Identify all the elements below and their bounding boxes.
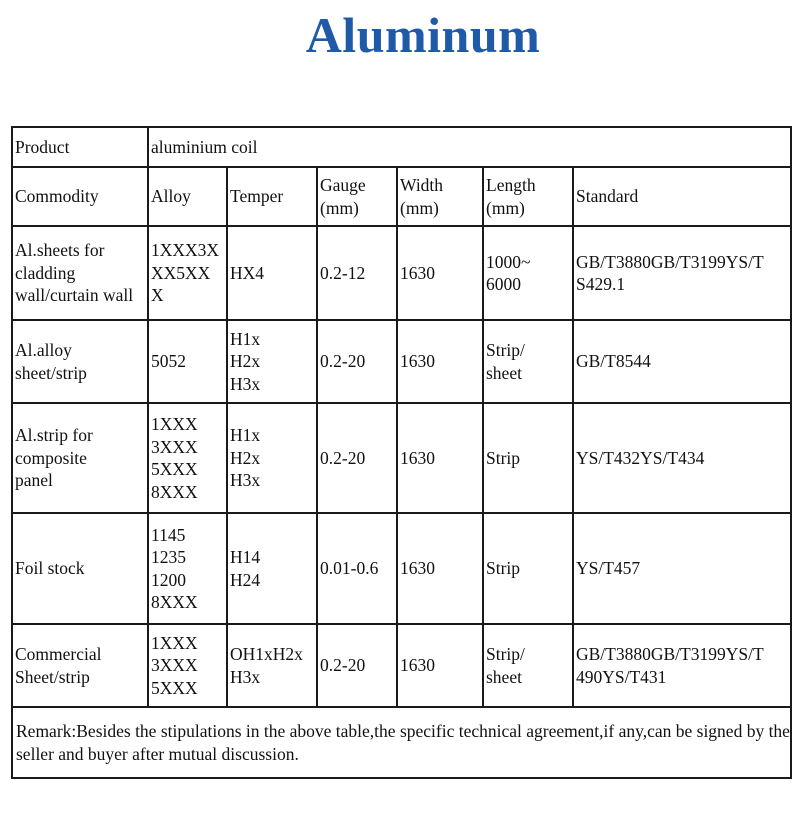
remark-row [12, 707, 791, 778]
cell-width: 1630 [397, 226, 483, 320]
cell-temper: HX4 [227, 226, 317, 320]
remark-text: Remark:Besides the stipulations in the above table,the specific technical agreement,if any,can be signed by the seller and buyer after mutual discussion. [12, 707, 791, 778]
cell-alloy: 1XXX 3XXX 5XXX 8XXX [148, 403, 227, 513]
cell-gauge: 0.01-0.6 [317, 513, 397, 624]
cell-commodity: Al.sheets for cladding wall/curtain wall [12, 226, 148, 320]
cell-temper: H1x H2x H3x [227, 320, 317, 403]
cell-alloy: 1XXX 3XXX 5XXX [148, 624, 227, 707]
cell-standard: YS/T432YS/T434 [573, 403, 791, 513]
cell-width: 1630 [397, 403, 483, 513]
page-title: Aluminum [305, 7, 541, 63]
table-row [12, 403, 791, 513]
cell-gauge: 0.2-20 [317, 624, 397, 707]
cell-alloy: 1XXX3X XX5XX X [148, 226, 227, 320]
spec-table [11, 126, 792, 779]
table-row [12, 320, 791, 403]
product-label: Product [12, 127, 148, 167]
cell-commodity: Al.strip for composite panel [12, 403, 148, 513]
table-row [12, 226, 791, 320]
cell-width: 1630 [397, 624, 483, 707]
cell-standard: YS/T457 [573, 513, 791, 624]
cell-commodity: Foil stock [12, 513, 148, 624]
cell-width: 1630 [397, 513, 483, 624]
cell-standard: GB/T3880GB/T3199YS/T S429.1 [573, 226, 791, 320]
cell-length: Strip [483, 403, 573, 513]
table-row [12, 624, 791, 707]
header-row [12, 167, 791, 226]
header-alloy: Alloy [148, 167, 227, 226]
product-value: aluminium coil [148, 127, 791, 167]
cell-temper: OH1xH2x H3x [227, 624, 317, 707]
cell-standard: GB/T8544 [573, 320, 791, 403]
cell-length: Strip/ sheet [483, 624, 573, 707]
cell-commodity: Commercial Sheet/strip [12, 624, 148, 707]
header-gauge: Gauge (mm) [317, 167, 397, 226]
cell-standard: GB/T3880GB/T3199YS/T 490YS/T431 [573, 624, 791, 707]
cell-width: 1630 [397, 320, 483, 403]
cell-alloy: 1145 1235 1200 8XXX [148, 513, 227, 624]
header-standard: Standard [573, 167, 791, 226]
header-width: Width (mm) [397, 167, 483, 226]
cell-gauge: 0.2-20 [317, 403, 397, 513]
product-row [12, 127, 791, 167]
cell-length: 1000~ 6000 [483, 226, 573, 320]
cell-temper: H14 H24 [227, 513, 317, 624]
cell-gauge: 0.2-20 [317, 320, 397, 403]
cell-length: Strip/ sheet [483, 320, 573, 403]
header-commodity: Commodity [12, 167, 148, 226]
table-row [12, 513, 791, 624]
cell-gauge: 0.2-12 [317, 226, 397, 320]
header-length: Length (mm) [483, 167, 573, 226]
header-temper: Temper [227, 167, 317, 226]
cell-commodity: Al.alloy sheet/strip [12, 320, 148, 403]
cell-alloy: 5052 [148, 320, 227, 403]
cell-temper: H1x H2x H3x [227, 403, 317, 513]
cell-length: Strip [483, 513, 573, 624]
